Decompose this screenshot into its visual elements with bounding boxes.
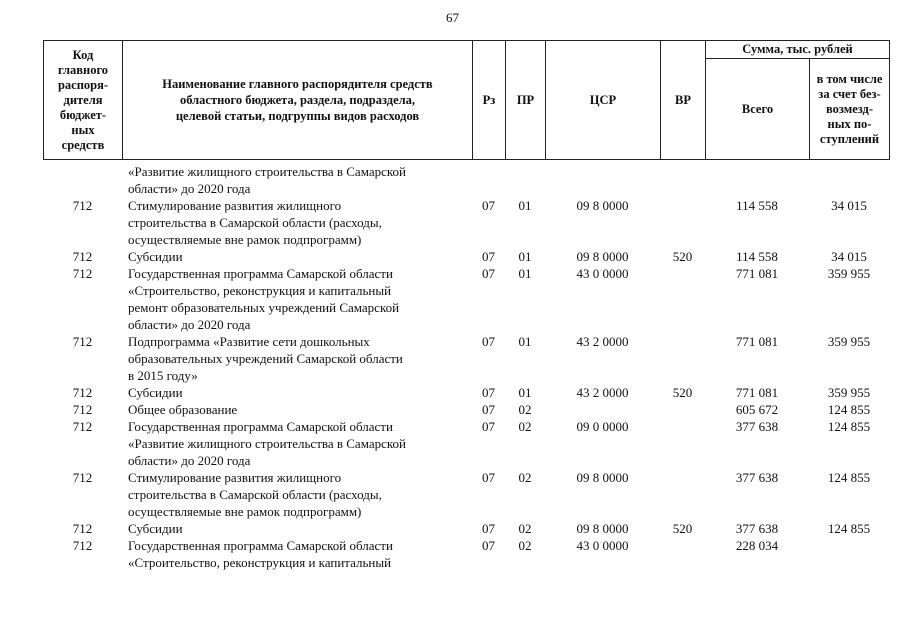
cell-name-line: ремонт образовательных учреждений Самарской [128,300,400,315]
cell-pr: 02 [518,521,532,536]
cell-csr: 09 8 0000 [576,249,629,264]
cell-csr: 43 2 0000 [576,334,629,349]
cell-name-line: «Строительство, реконструкция и капитальный [128,283,392,298]
cell-pr: 02 [518,538,532,553]
cell-name-line: в 2015 году» [128,368,198,383]
cell-code: 712 [72,521,93,536]
cell-rz: 07 [482,521,495,536]
cell-code: 712 [72,470,93,485]
table-row [43,197,889,248]
cell-rz: 07 [482,538,495,553]
cell-grants: 359 955 [827,334,871,349]
cell-code: 712 [72,538,93,553]
cell-name-line: строительства в Самарской области (расходы, [128,215,382,230]
cell-name-line: Подпрограмма «Развитие сети дошкольных [128,334,370,349]
cell-name-line: Субсидии [128,249,183,264]
cell-pr: 02 [518,402,532,417]
cell-total: 771 081 [735,334,779,349]
cell-name [122,163,472,197]
header-pr: ПР [506,41,546,160]
cell-total: 377 638 [735,419,779,434]
cell-code: 712 [72,266,93,281]
cell-pr: 01 [518,198,532,213]
cell-name [122,265,472,333]
cell-grants: 359 955 [827,385,871,400]
cell-grants: 124 855 [827,521,871,536]
header-sum-title: Сумма, тыс. рублей [706,41,890,59]
cell-total: 605 672 [735,402,779,417]
cell-name [122,197,472,248]
cell-rz: 07 [482,249,495,264]
header-csr: ЦСР [546,41,661,160]
table-row [43,401,889,418]
cell-total: 771 081 [735,266,779,281]
header-total: Всего [706,59,810,160]
cell-csr: 09 0 0000 [576,419,629,434]
cell-total: 114 558 [736,198,778,213]
table-row [43,248,889,265]
cell-total: 771 081 [735,385,779,400]
cell-vr: 520 [672,385,693,400]
table-row [43,469,889,520]
cell-name-line: области» до 2020 года [128,181,251,196]
cell-rz: 07 [482,198,495,213]
cell-grants: 34 015 [831,198,867,213]
table-row [43,333,889,384]
cell-grants: 359 955 [827,266,871,281]
cell-code: 712 [72,419,93,434]
cell-name-line: «Развитие жилищного строительства в Самарской [128,164,406,179]
cell-code: 712 [72,198,93,213]
cell-csr: 43 0 0000 [576,266,629,281]
cell-csr: 09 8 0000 [576,521,629,536]
cell-total: 377 638 [735,521,779,536]
cell-name-line: области» до 2020 года [128,317,251,332]
cell-name-line: Субсидии [128,521,183,536]
cell-total: 114 558 [736,249,778,264]
cell-total: 377 638 [735,470,779,485]
cell-grants: 124 855 [827,419,871,434]
cell-name [122,418,472,469]
table-row [43,384,889,401]
cell-name [122,537,472,571]
table-header [43,40,890,160]
cell-pr: 01 [518,266,532,281]
cell-rz: 07 [482,419,495,434]
cell-pr: 02 [518,470,532,485]
table-row [43,265,889,333]
cell-csr: 43 2 0000 [576,385,629,400]
cell-vr: 520 [672,521,693,536]
cell-name [122,333,472,384]
cell-pr: 02 [518,419,532,434]
cell-rz: 07 [482,334,495,349]
cell-name [122,401,472,418]
cell-code: 712 [72,402,93,417]
cell-code: 712 [72,334,93,349]
table-row [43,418,889,469]
cell-name [122,469,472,520]
cell-name-line: «Строительство, реконструкция и капитальный [128,555,392,570]
cell-grants: 124 855 [827,402,871,417]
header-vr: ВР [661,41,706,160]
cell-grants: 124 855 [827,470,871,485]
cell-grants: 34 015 [831,249,867,264]
cell-total: 228 034 [735,538,779,553]
cell-rz: 07 [482,470,495,485]
cell-name-line: области» до 2020 года [128,453,251,468]
header-code: Код главного распоря- дителя бюджет- ных средств [44,41,123,160]
cell-name-line: Общее образование [128,402,238,417]
cell-name-line: осуществляемые вне рамок подпрограмм) [128,232,362,247]
cell-pr: 01 [518,385,532,400]
table-row [43,163,889,197]
cell-name [122,520,472,537]
table-row [43,520,889,537]
header-rz: Рз [473,41,506,160]
table-body [43,163,889,571]
page-number: 67 [446,10,459,25]
cell-name-line: строительства в Самарской области (расходы, [128,487,382,502]
cell-name [122,248,472,265]
cell-name-line: Стимулирование развития жилищного [128,198,342,213]
cell-rz: 07 [482,266,495,281]
header-grants: в том числе за счет без- возмезд- ных по- ступлений [810,59,890,160]
cell-name-line: образовательных учреждений Самарской области [128,351,403,366]
cell-name-line: Субсидии [128,385,183,400]
cell-vr: 520 [672,249,693,264]
cell-csr: 09 8 0000 [576,470,629,485]
cell-csr: 43 0 0000 [576,538,629,553]
cell-rz: 07 [482,402,495,417]
cell-csr: 09 8 0000 [576,198,629,213]
cell-rz: 07 [482,385,495,400]
cell-name-line: Государственная программа Самарской области [128,419,393,434]
cell-pr: 01 [518,249,532,264]
cell-name-line: «Развитие жилищного строительства в Самарской [128,436,406,451]
cell-name-line: Государственная программа Самарской области [128,266,393,281]
cell-name-line: осуществляемые вне рамок подпрограмм) [128,504,362,519]
cell-name-line: Государственная программа Самарской области [128,538,393,553]
cell-pr: 01 [518,334,532,349]
table-row [43,537,889,571]
header-name: Наименование главного распорядителя средств областного бюджета, раздела, подраздела, целевой статьи, подгруппы видов расходов [123,41,473,160]
cell-code: 712 [72,385,93,400]
cell-code: 712 [72,249,93,264]
cell-name-line: Стимулирование развития жилищного [128,470,342,485]
cell-name [122,384,472,401]
